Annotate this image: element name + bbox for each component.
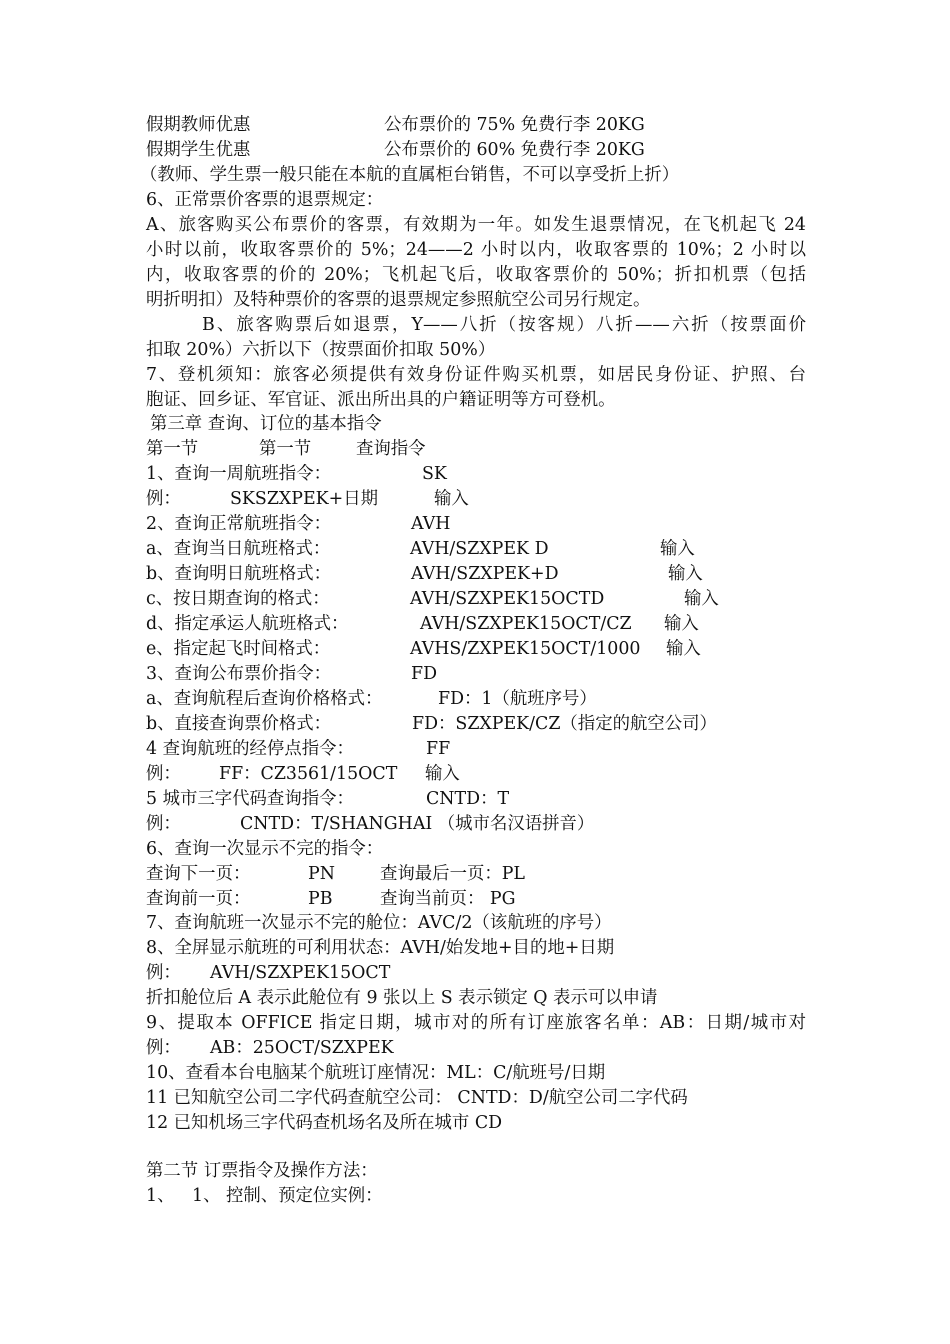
text-segment: 扣取 20%）六折以下（按票面价扣取 50%） bbox=[146, 340, 496, 360]
text-segment: 输入 bbox=[684, 589, 719, 609]
text-segment: 查询指令 bbox=[356, 439, 426, 459]
text-segment: 输入 bbox=[425, 764, 460, 784]
text-segment: 公布票价的 75% 免费行李 20KG bbox=[384, 115, 645, 135]
text-segment: 11 已知航空公司二字代码查航空公司： CNTD：D/航空公司二字代码 bbox=[146, 1088, 688, 1108]
text-segment: e、指定起飞时间格式： bbox=[146, 639, 331, 659]
text-segment: CNTD：T bbox=[426, 789, 510, 809]
text-segment: 1、 bbox=[146, 1186, 175, 1206]
text-segment: 例： bbox=[146, 814, 181, 834]
text-segment: 假期教师优惠 bbox=[146, 115, 251, 135]
text-segment: AVH/SZXPEK15OCT/CZ bbox=[420, 614, 632, 634]
text-segment: 胞证、回乡证、军官证、派出所出具的户籍证明等方可登机。 bbox=[146, 390, 616, 410]
text-segment: 输入 bbox=[660, 539, 695, 559]
text-segment: FF：CZ3561/15OCT bbox=[219, 764, 398, 784]
text-segment: b、直接查询票价格式： bbox=[146, 714, 332, 734]
text-segment: 12 已知机场三字代码查机场名及所在城市 CD bbox=[146, 1113, 503, 1133]
text-segment: 第一节 bbox=[259, 439, 312, 459]
text-segment: a、查询航程后查询价格格式： bbox=[146, 689, 383, 709]
text-segment: 例： bbox=[146, 1038, 181, 1058]
text-segment: 1、 控制、预定位实例： bbox=[192, 1186, 383, 1206]
text-segment: 输入 bbox=[668, 564, 703, 584]
text-segment: （教师、学生票一般只能在本航的直属柜台销售，不可以享受折上折） bbox=[140, 165, 680, 185]
text-segment: 折扣舱位后 A 表示此舱位有 9 张以上 S 表示锁定 Q 表示可以申请 bbox=[146, 988, 658, 1008]
text-segment: 5 城市三字代码查询指令： bbox=[146, 789, 354, 809]
text-segment: FD：1（航班序号） bbox=[438, 689, 597, 709]
text-segment: PN bbox=[308, 864, 335, 884]
text-segment: AB：25OCT/SZXPEK bbox=[210, 1038, 394, 1058]
text-segment: AVHS/ZXPEK15OCT/1000 bbox=[410, 639, 641, 659]
text-segment: 输入 bbox=[664, 614, 699, 634]
text-segment: 7、登机须知：旅客必须提供有效身份证件购买机票，如居民身份证、护照、台 bbox=[146, 365, 806, 385]
text-segment: b、查询明日航班格式： bbox=[146, 564, 332, 584]
text-segment: FD：SZXPEK/CZ（指定的航空公司） bbox=[412, 714, 717, 734]
text-segment: 公布票价的 60% 免费行李 20KG bbox=[384, 140, 645, 160]
text-segment: a、查询当日航班格式： bbox=[146, 539, 331, 559]
text-segment: 例： bbox=[146, 963, 181, 983]
text-segment: 明折明扣）及特种票价的客票的退票规定参照航空公司另行规定。 bbox=[146, 290, 651, 310]
text-segment: 9、提取本 OFFICE 指定日期，城市对的所有订座旅客名单：AB：日期/城市对 bbox=[146, 1013, 806, 1033]
text-segment: A、旅客购买公布票价的客票，有效期为一年。如发生退票情况，在飞机起飞 24 bbox=[146, 215, 806, 235]
text-segment: 10、查看本台电脑某个航班订座情况：ML：C/航班号/日期 bbox=[146, 1063, 606, 1083]
text-segment: 假期学生优惠 bbox=[146, 140, 251, 160]
text-segment: 2、查询正常航班指令： bbox=[146, 514, 331, 534]
text-segment: 4 查询航班的经停点指令： bbox=[146, 739, 354, 759]
text-segment: AVH/SZXPEK+D bbox=[411, 564, 559, 584]
text-segment: AVH/SZXPEK D bbox=[410, 539, 549, 559]
text-segment: 3、查询公布票价指令： bbox=[146, 664, 331, 684]
text-segment: SKSZXPEK+日期 bbox=[230, 489, 379, 509]
text-segment: SK bbox=[422, 464, 447, 484]
text-segment: 8、全屏显示航班的可利用状态：AVH/始发地+目的地+日期 bbox=[146, 938, 615, 958]
text-segment: FD bbox=[411, 664, 438, 684]
text-segment: 7、查询航班一次显示不完的舱位：AVC/2（该航班的序号） bbox=[146, 913, 612, 933]
text-segment: AVH/SZXPEK15OCTD bbox=[410, 589, 605, 609]
text-segment: 6、正常票价客票的退票规定： bbox=[146, 190, 384, 210]
text-segment: 输入 bbox=[434, 489, 469, 509]
text-segment: 第一节 bbox=[146, 439, 199, 459]
text-segment: 内，收取客票的价的 20%；飞机起飞后，收取客票价的 50%；折扣机票（包括 bbox=[146, 265, 806, 285]
text-segment: 1、查询一周航班指令： bbox=[146, 464, 331, 484]
text-segment: CNTD：T/SHANGHAI （城市名汉语拼音） bbox=[240, 814, 595, 834]
text-segment: 查询前一页： bbox=[146, 889, 251, 909]
text-segment: AVH bbox=[411, 514, 451, 534]
text-segment: d、指定承运人航班格式： bbox=[146, 614, 349, 634]
text-segment: 查询下一页： bbox=[146, 864, 251, 884]
text-segment: 小时以前，收取客票价的 5%；24——2 小时以内，收取客票的 10%；2 小时以 bbox=[146, 240, 806, 260]
text-segment: 输入 bbox=[666, 639, 701, 659]
text-segment: 第三章 查询、订位的基本指令 bbox=[150, 414, 382, 434]
text-segment: 第二节 订票指令及操作方法： bbox=[146, 1161, 378, 1181]
text-segment: 例： bbox=[146, 764, 181, 784]
text-segment: AVH/SZXPEK15OCT bbox=[210, 963, 391, 983]
text-segment: 查询当前页： PG bbox=[380, 889, 516, 909]
text-segment: 6、查询一次显示不完的指令： bbox=[146, 839, 384, 859]
text-segment: 查询最后一页：PL bbox=[380, 864, 525, 884]
text-segment: FF bbox=[426, 739, 451, 759]
text-segment: c、按日期查询的格式： bbox=[146, 589, 330, 609]
text-segment: PB bbox=[308, 889, 333, 909]
text-segment: 例： bbox=[146, 489, 181, 509]
text-segment: B、旅客购票后如退票，Y——八折（按客规）八折——六折（按票面价 bbox=[202, 315, 806, 335]
